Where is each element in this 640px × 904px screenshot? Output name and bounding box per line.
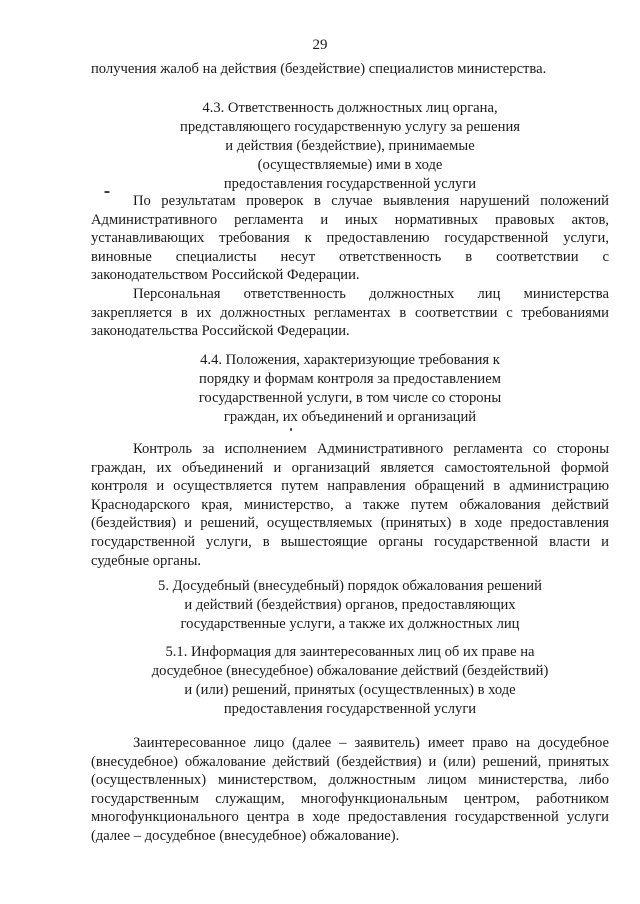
- heading-line: 5.1. Информация для заинтересованных лиц об их праве на: [165, 644, 535, 660]
- text-line: (бездействия) и решений, осуществляемых (принятых) в ходе предоставления: [91, 515, 609, 532]
- text-line: Персональная ответственность должностных лиц министерства: [133, 286, 609, 302]
- heading-line: предоставления государственной услуги: [223, 701, 477, 717]
- text-line: контроля и осуществляется путем направления обращений в администрацию: [91, 478, 609, 495]
- heading-4-4: [60, 351, 640, 427]
- text-line: Краснодарского края, министерство, а также путем обжалования действий: [91, 496, 609, 513]
- text-line: устанавливающих требования к предоставлению государственной услуги,: [91, 230, 609, 247]
- heading-5: [60, 577, 640, 634]
- heading-4-3: [60, 99, 640, 194]
- page-number: 29: [312, 37, 328, 53]
- text-line: виновные специалисты несут ответственность в соответствии с: [91, 248, 609, 265]
- heading-line: порядку и формам контроля за предоставлением: [199, 371, 501, 387]
- text-line: Контроль за исполнением Административного регламента со стороны: [133, 441, 609, 457]
- text-line: закрепляется в их должностных регламентах в соответствии с требованиями: [91, 304, 609, 321]
- paragraph-4-3-personal: [91, 285, 609, 341]
- heading-line: граждан, их объединений и организаций: [223, 409, 477, 425]
- heading-line: государственной услуги, в том числе со стороны: [198, 390, 502, 406]
- paragraph-5-1-appeal: [91, 734, 609, 846]
- heading-line: и действия (бездействие), принимаемые: [225, 138, 475, 154]
- heading-line: и (или) решений, принятых (осуществленных) в ходе: [184, 682, 516, 698]
- text-line: законодательства Российской Федерации.: [91, 323, 350, 340]
- scan-mark: [290, 428, 292, 431]
- text-line: граждан, их объединений и организаций является самостоятельной формой: [91, 459, 609, 476]
- text-line: Заинтересованное лицо (далее – заявитель) имеет право на досудебное: [133, 735, 609, 751]
- text-line: государственной услуги, в вышестоящие органы государственной власти и: [91, 533, 609, 550]
- text-line: По результатам проверок в случае выявления нарушений положений: [133, 193, 609, 209]
- heading-line: (осуществляемые) ими в ходе: [257, 157, 443, 173]
- paragraph-4-3-responsibility: [91, 192, 609, 285]
- heading-line: предоставления государственной услуги: [223, 176, 477, 192]
- paragraph-4-4-control: [91, 440, 609, 570]
- text-line: (внесудебное) обжалование действий (бездействия) и (или) решений, принятых: [91, 753, 609, 770]
- heading-line: 4.4. Положения, характеризующие требования к: [200, 352, 500, 368]
- text-line: законодательством Российской Федерации.: [91, 267, 360, 284]
- heading-5-1: [60, 643, 640, 719]
- text-line: многофункционального центра в ходе предоставления государственной услуги: [91, 809, 609, 826]
- heading-line: государственные услуги, а также их должностных лиц: [180, 616, 520, 632]
- top-line: получения жалоб на действия (бездействие) специалистов министерства.: [91, 61, 547, 77]
- heading-line: досудебное (внесудебное) обжалование действий (бездействий): [151, 663, 549, 679]
- heading-line: 4.3. Ответственность должностных лиц органа,: [202, 100, 498, 116]
- text-line: судебные органы.: [91, 552, 202, 569]
- heading-line: 5. Досудебный (внесудебный) порядок обжалования решений: [158, 578, 542, 594]
- text-line: (осуществленных) министерством, должностным лицом министерства, либо: [91, 772, 609, 789]
- text-line: Административного регламента и иных нормативных правовых актов,: [91, 211, 609, 228]
- heading-line: представляющего государственную услугу за решения: [180, 119, 520, 135]
- text-line: (далее – досудебное (внесудебное) обжалование).: [91, 827, 400, 844]
- text-line: государственным служащим, многофункциональным центром, работником: [91, 790, 609, 807]
- heading-line: и действий (бездействия) органов, предоставляющих: [184, 597, 516, 613]
